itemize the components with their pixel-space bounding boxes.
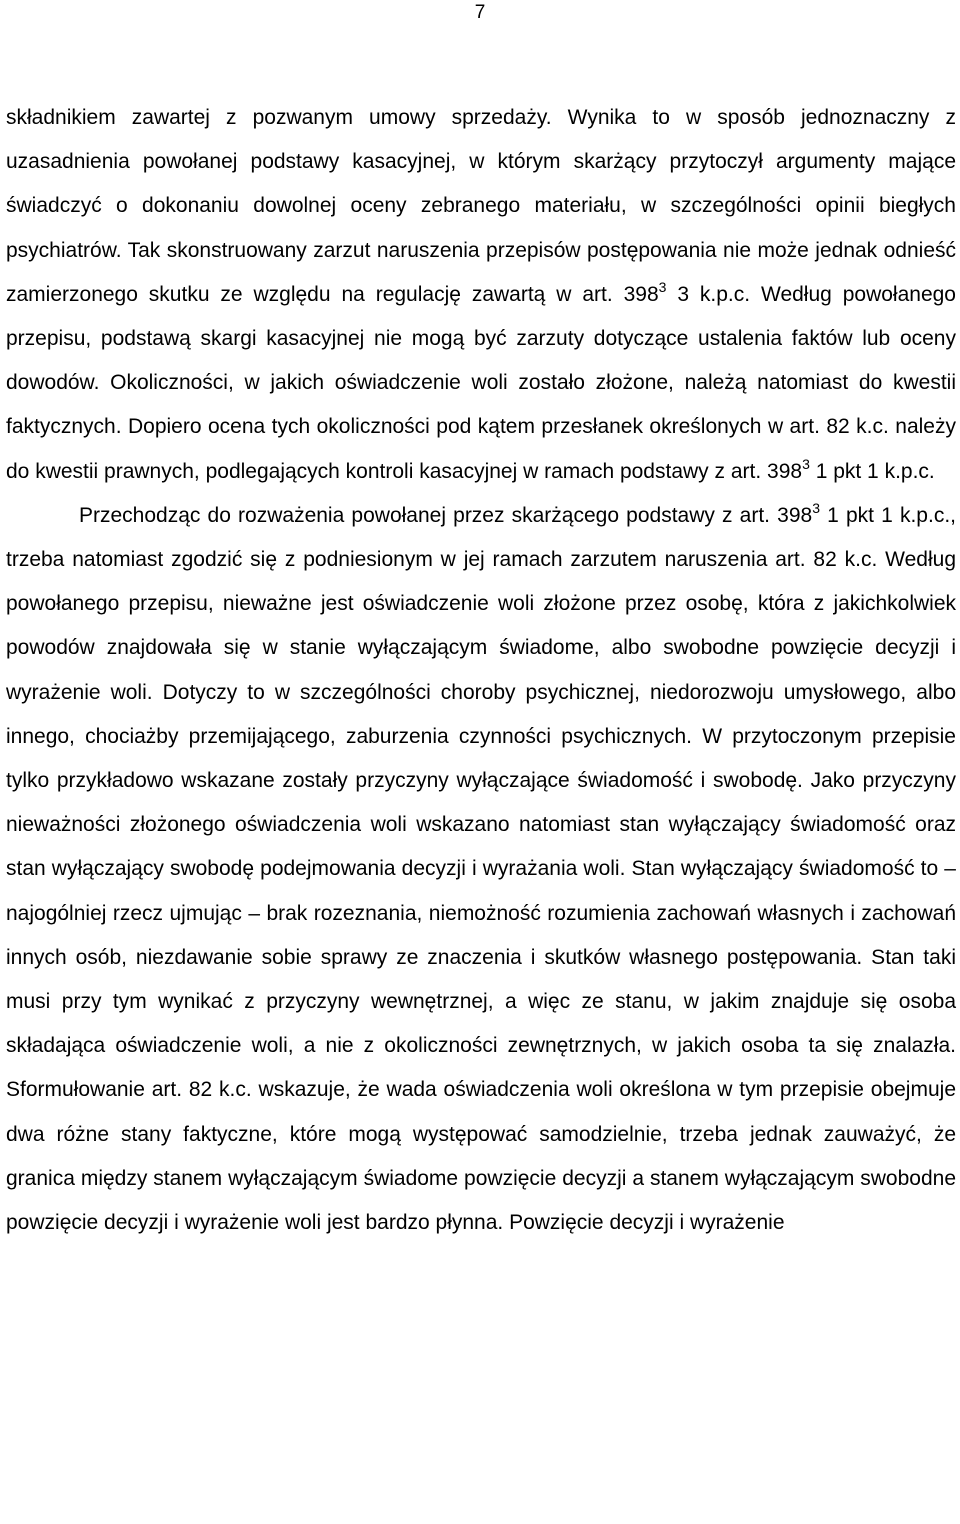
paragraph-1-text-b: 3 k.p.c. Według powołanego przepisu, podstawą skargi kasacyjnej nie mogą być zarzuty dotyczące ustalenia faktów lub oceny dowodów. Okoliczności, w jakich oświadczenie woli zostało złożone, należą natomiast do kwestii faktycznych. Dopiero ocena tych okoliczności pod kątem przesłanek określonych w art. 82 k.c. należy do kwestii prawnych, podlegających kontroli kasacyjnej w ramach podstawy z art. 398	[6, 282, 956, 483]
paragraph-1	[6, 96, 956, 494]
superscript: 3	[658, 278, 667, 295]
paragraph-1-text-c: 1 pkt 1 k.p.c.	[809, 459, 935, 483]
document-body	[6, 96, 956, 1245]
paragraph-1-text-a: składnikiem zawartej z pozwanym umowy sprzedaży. Wynika to w sposób jednoznaczny z uzasadnienia powołanej podstawy kasacyjnej, w którym skarżący przytoczył argumenty mające świadczyć o dokonaniu dowolnej oceny zebranego materiału, w szczególności opinii biegłych psychiatrów. Tak skonstruowany zarzut naruszenia przepisów postępowania nie może jednak odnieść zamierzonego skutku ze względu na regulację zawartą w art. 398	[6, 106, 956, 306]
superscript: 3	[812, 499, 821, 516]
page-number: 7	[474, 2, 486, 23]
paragraph-2	[6, 494, 956, 1245]
paragraph-2-text-a: Przechodząc do rozważenia powołanej przez skarżącego podstawy z art. 398	[79, 503, 813, 527]
paragraph-2-text-b: 1 pkt 1 k.p.c., trzeba natomiast zgodzić się z podniesionym w jej ramach zarzutem naruszenia art. 82 k.c. Według powołanego przepisu, nieważne jest oświadczenie woli złożone przez osobę, która z jakichkolwiek powodów znajdowała się w stanie wyłączającym świadome, albo swobodne powzięcie decyzji i wyrażenie woli. Dotyczy to w szczególności choroby psychicznej, niedorozwoju umysłowego, albo innego, chociażby przemijającego, zaburzenia czynności psychicznych. W przytoczonym przepisie tylko przykładowo wskazane zostały przyczyny wyłączające świadomość i swobodę. Jako przyczyny nieważności złożonego oświadczenia woli wskazano natomiast stan wyłączający świadomość oraz stan wyłączający swobodę podejmowania decyzji i wyrażania woli. Stan wyłączający świadomość to – najogólniej rzecz ujmując – brak rozeznania, niemożność rozumienia zachowań własnych i zachowań innych osób, niezdawanie sobie sprawy ze znaczenia i skutków własnego postępowania. Stan taki musi przy tym wynikać z przyczyny wewnętrznej, a więc ze stanu, w jakim znajduje się osoba składająca oświadczenie woli, a nie z okoliczności zewnętrznych, w jakich osoba ta się znalazła. Sformułowanie art. 82 k.c. wskazuje, że wada oświadczenia woli określona w tym przepisie obejmuje dwa różne stany faktyczne, które mogą występować samodzielnie, trzeba jednak zauważyć, że granica między stanem wyłączającym świadome powzięcie decyzji a stanem wyłączającym swobodne powzięcie decyzji i wyrażenie woli jest bardzo płynna. Powzięcie decyzji i wyrażenie	[6, 503, 956, 1235]
superscript: 3	[802, 455, 810, 472]
